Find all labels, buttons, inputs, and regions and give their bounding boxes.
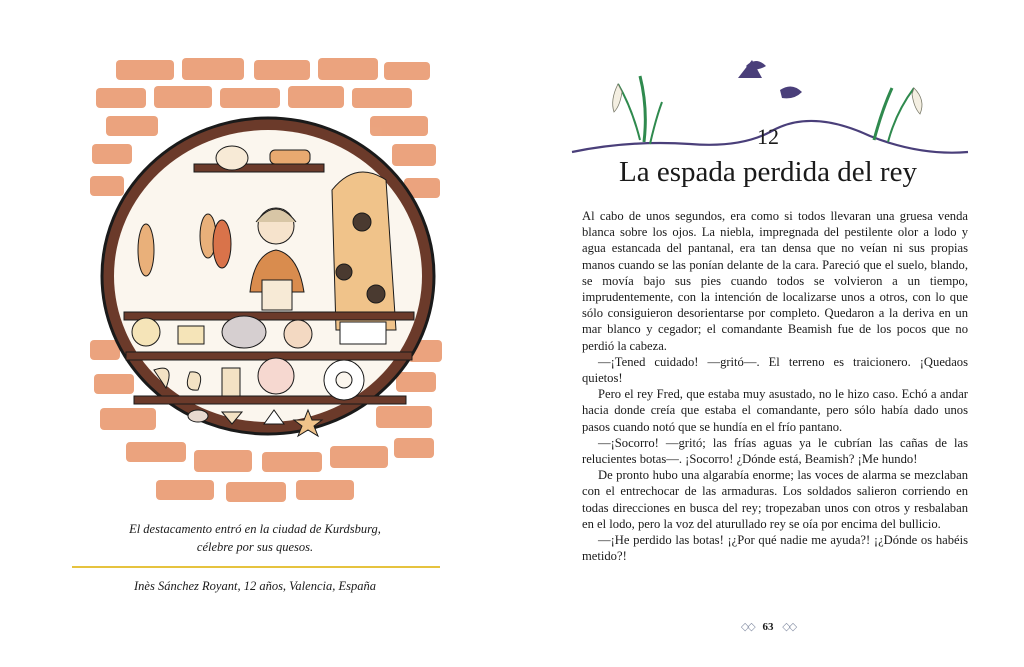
caption-divider <box>72 566 440 568</box>
chapter-body <box>582 208 968 564</box>
folio-ornament-right-icon: ◇◇ <box>782 621 796 633</box>
paragraph: Pero el rey Fred, que estaba muy asustado, no le hizo caso. Echó a andar hacia donde creía que estaba el comandante, pero sólo había dado unos pasos cuando notó que se hundía en el frío pantano. <box>582 387 968 434</box>
paragraph: Al cabo de unos segundos, era como si todos llevaran una gruesa venda blanca sobre los ojos. La niebla, impregnada del pestilente olor a lodo y agua estancada del pantanal, era tan densa que no veían ni sus propias manos cuando se las ponían delante de la cara. Pareció que el suelo, blando, se movía bajo sus pies cuando todos se volvieron a un tiempo, imprudentemente, con la intención de localizarse unos a otros, con lo que sólo consiguieron desorientarse por completo. Quedaron a la deriva en un mar blanco y cegador; el comandante Beamish fue de los pocos que no perdió la cabeza. <box>582 209 968 353</box>
illustration-caption <box>60 520 450 556</box>
right-page <box>512 0 1024 667</box>
paragraph: —¡Tened cuidado! —gritó—. El terreno es traicionero. ¡Quedaos quietos! <box>582 354 968 386</box>
paragraph: De pronto hubo una algarabía enorme; las voces de alarma se mezclaban con el entrechocar de las armaduras. Los soldados salieron corriendo en todas direcciones en busca del rey; tropezaban unos con otros y resbalaban en el lodo, pero la voz del aturullado rey se oía por encima del bullicio. <box>582 468 968 531</box>
paragraph: —¡He perdido las botas! ¡¿Por qué nadie me ayuda?! ¡¿Dónde os habéis metido?! <box>582 533 968 564</box>
page-folio <box>512 620 1024 633</box>
paragraph: —¡Socorro! —gritó; las frías aguas ya le cubrían las cañas de las relucientes botas—. ¡Socorro! ¿Dónde está, Beamish? ¡Me hundo! <box>582 435 968 467</box>
illustration-credit: Inès Sánchez Royant, 12 años, Valencia, España <box>134 579 376 593</box>
chapter-number: 12 <box>757 124 779 149</box>
chapter-title: La espada perdida del rey <box>619 156 917 188</box>
caption-line-2: célebre por sus quesos. <box>196 540 314 554</box>
caption-line-1: El destacamento entró en la ciudad de Kurdsburg, <box>129 522 381 536</box>
folio-ornament-left-icon: ◇◇ <box>740 621 754 633</box>
cheese-shop-illustration <box>86 40 446 510</box>
page-number: 63 <box>762 621 774 633</box>
